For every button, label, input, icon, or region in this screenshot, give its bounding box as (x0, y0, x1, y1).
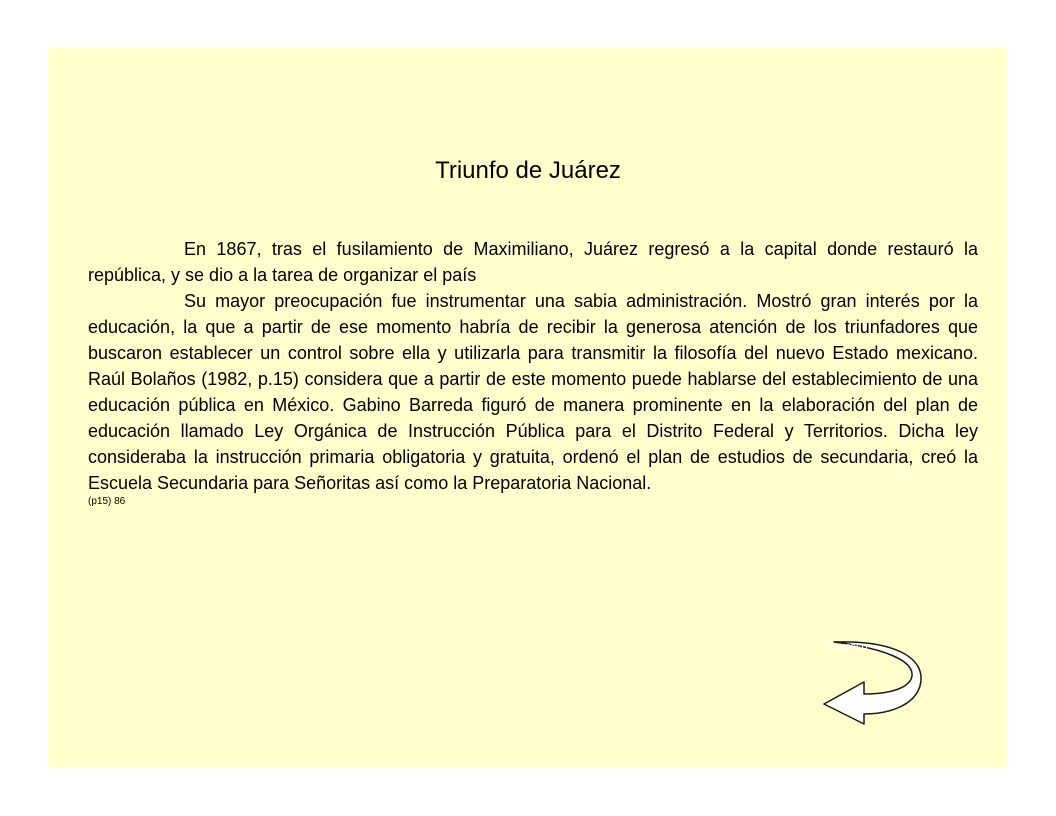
return-link[interactable]: Regreso (826, 641, 868, 653)
slide (48, 48, 1008, 768)
citation: (p15) 86 (88, 496, 126, 507)
paragraph-2: Su mayor preocupación fue instrumentar una sabia administración. Mostró gran interés por la educación, la que a partir de ese momento habría de recibir la generosa atención de los triunfadores que buscaron establecer un control sobre ella y utilizarla para transmitir la filosofía del nuevo Estado mexicano. Raúl Bolaños (1982, p.15) considera que a partir de este momento puede hablarse del establecimiento de una educación pública en México. Gabino Barreda figuró de manera prominente en la elaboración del plan de educación llamado Ley Orgánica de Instrucción Pública para el Distrito Federal y Territorios. Dicha ley consideraba la instrucción primaria obligatoria y gratuita, ordenó el plan de estudios de secundaria, creó la Escuela Secundaria para Señoritas así como la Preparatoria Nacional. (88, 291, 978, 493)
paragraph-1: En 1867, tras el fusilamiento de Maximiliano, Juárez regresó a la capital donde restauró la república, y se dio a la tarea de organizar el país (88, 239, 978, 285)
slide-body (88, 236, 978, 508)
slide-title: Triunfo de Juárez (435, 157, 621, 184)
